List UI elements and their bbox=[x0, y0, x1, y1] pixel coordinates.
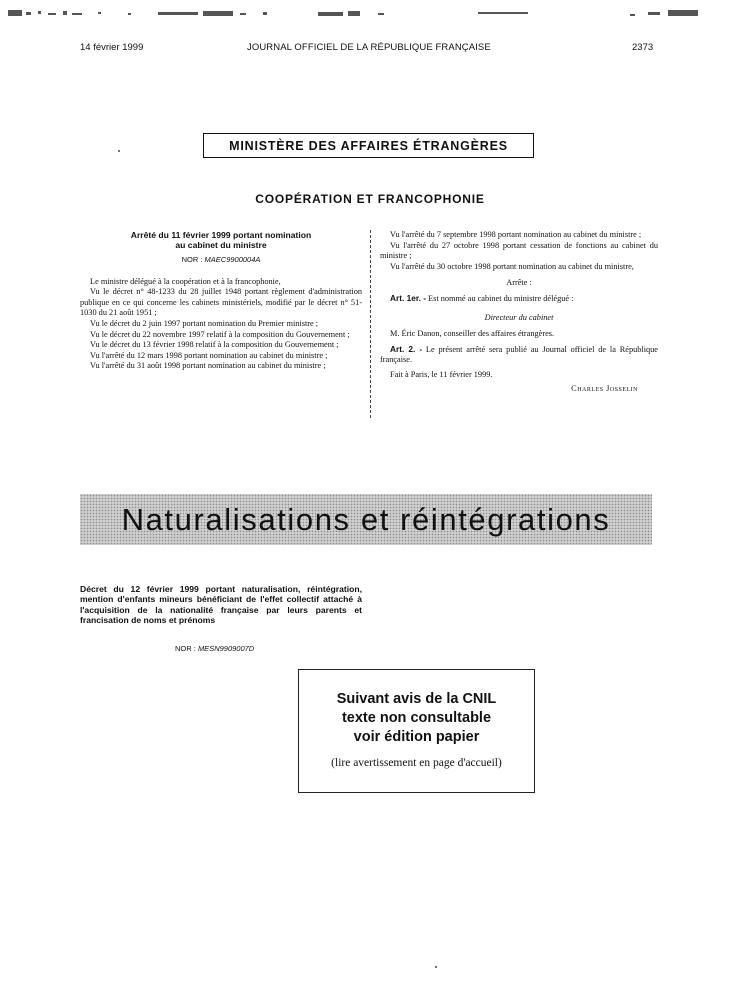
arrete-paragraph: Vu le décret n° 48-1233 du 28 juillet 1948 portant règlement d'administration publique en ce qui concerne les cabinets ministériels, modifié par le décret n° 51-1030 du 21 août 1951 ; bbox=[80, 287, 362, 318]
arrete-left-column bbox=[80, 230, 362, 372]
appointee: M. Éric Danon, conseiller des affaires étrangères. bbox=[390, 329, 555, 339]
decree-title: Décret du 12 février 1999 portant naturalisation, réintégration, mention d'enfants mineurs bénéficiant de l'effet collectif attaché à l'acquisition de la nationalité française par leurs parents et francisation de noms et prénoms bbox=[80, 584, 362, 625]
signing-place-date: Fait à Paris, le 11 février 1999. bbox=[390, 369, 493, 379]
arrete-paragraph: Le ministre délégué à la coopération et à la francophonie, bbox=[90, 276, 281, 286]
running-header-journal: JOURNAL OFFICIEL DE LA RÉPUBLIQUE FRANÇAISE bbox=[247, 42, 491, 53]
arrete-nor bbox=[80, 255, 362, 266]
scan-speck bbox=[118, 150, 120, 152]
arrete-paragraph: Vu l'arrêté du 12 mars 1998 portant nomination au cabinet du ministre ; bbox=[90, 350, 328, 360]
cnil-notice-line: texte non consultable bbox=[341, 710, 492, 726]
article-2-label: Art. 2. - bbox=[390, 343, 423, 354]
section-banner bbox=[80, 494, 652, 545]
cnil-notice-line: voir édition papier bbox=[353, 729, 480, 745]
arrete-right-column bbox=[380, 230, 658, 394]
decree-nor bbox=[175, 644, 254, 653]
arrete-paragraph: Vu le décret du 2 juin 1997 portant nomination du Premier ministre ; bbox=[90, 318, 319, 328]
arrete-decision-word: Arrête : bbox=[506, 278, 532, 288]
arrete-paragraph: Vu le décret du 13 février 1998 relatif à la composition du Gouvernement ; bbox=[90, 340, 339, 350]
scan-noise bbox=[8, 8, 723, 20]
cnil-notice-note: (lire avertissement en page d'accueil) bbox=[331, 757, 502, 769]
arrete-title-line2: au cabinet du ministre bbox=[175, 240, 267, 250]
running-header-date: 14 février 1999 bbox=[80, 42, 144, 53]
directeur-title: Directeur du cabinet bbox=[484, 312, 554, 322]
column-divider bbox=[370, 230, 371, 418]
article-1-text: Est nommé au cabinet du ministre délégué : bbox=[428, 293, 574, 303]
arrete-title-line1: Arrêté du 11 février 1999 portant nomination bbox=[130, 230, 312, 240]
arrete-paragraph: Vu le décret du 22 novembre 1997 relatif à la composition du Gouvernement ; bbox=[90, 329, 350, 339]
ministry-title: MINISTÈRE DES AFFAIRES ÉTRANGÈRES bbox=[229, 138, 508, 153]
scan-speck bbox=[435, 966, 437, 968]
nor-label: NOR : bbox=[181, 255, 203, 264]
ministry-heading bbox=[203, 133, 534, 158]
arrete-paragraph: Vu l'arrêté du 30 octobre 1998 portant nomination au cabinet du ministre, bbox=[390, 261, 634, 271]
article-2 bbox=[380, 344, 658, 366]
section-title: COOPÉRATION ET FRANCOPHONIE bbox=[255, 192, 485, 206]
article-1-label: Art. 1er. - bbox=[390, 292, 426, 303]
arrete-paragraph: Vu l'arrêté du 7 septembre 1998 portant nomination au cabinet du ministre ; bbox=[390, 230, 642, 239]
nor-label: NOR : bbox=[175, 644, 196, 653]
arrete-paragraph: Vu l'arrêté du 27 octobre 1998 portant cessation de fonctions au cabinet du ministre ; bbox=[380, 240, 658, 261]
arrete-paragraph: Vu l'arrêté du 31 août 1998 portant nomination au cabinet du ministre ; bbox=[90, 361, 326, 371]
article-2-text: Le présent arrêté sera publié au Journal officiel de la République française. bbox=[380, 344, 658, 365]
signature: Charles Josselin bbox=[571, 383, 638, 393]
article-1 bbox=[380, 293, 658, 305]
banner-title: Naturalisations et réintégrations bbox=[121, 501, 611, 537]
nor-code: MESN9909007D bbox=[197, 644, 255, 653]
nor-code: MAEC9900004A bbox=[204, 255, 261, 264]
page-number: 2373 bbox=[632, 42, 654, 53]
cnil-notice-box bbox=[298, 669, 535, 793]
cnil-notice-line: Suivant avis de la CNIL bbox=[336, 691, 497, 707]
